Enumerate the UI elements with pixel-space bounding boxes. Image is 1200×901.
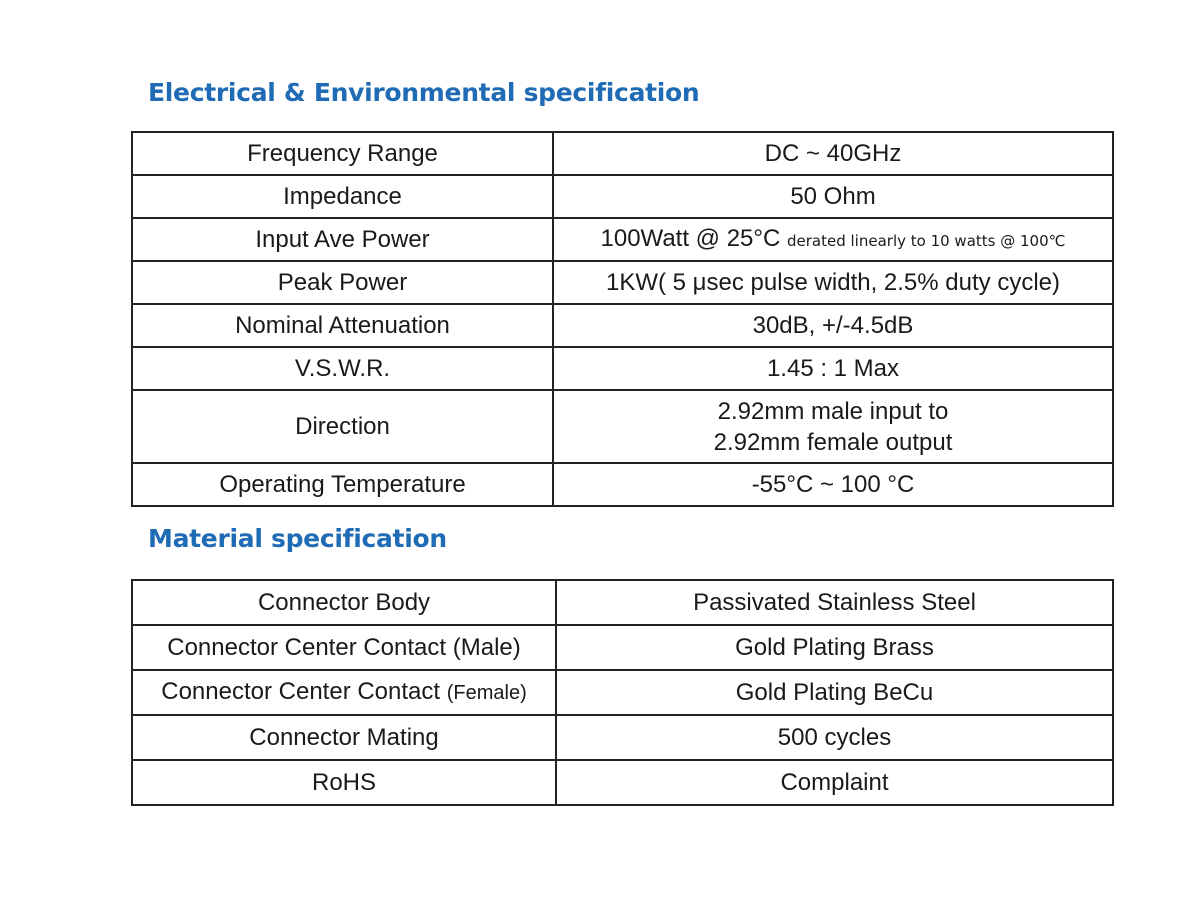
param-cell: Direction [132, 390, 553, 463]
value-cell: Complaint [556, 760, 1113, 805]
value-cell: 1.45 : 1 Max [553, 347, 1113, 390]
table-row [132, 218, 1113, 261]
param-cell [132, 670, 556, 715]
param-cell: Operating Temperature [132, 463, 553, 506]
param-suffix: (Female) [446, 682, 527, 704]
table-row [132, 132, 1113, 175]
value-cell: -55°C ~ 100 °C [553, 463, 1113, 506]
param-text: Connector Center Contact [167, 634, 447, 661]
table-row [132, 390, 1113, 463]
table-row [132, 580, 1113, 625]
value-cell [553, 218, 1113, 261]
table-row [132, 670, 1113, 715]
value-line: 2.92mm female output [713, 428, 953, 456]
material-spec-table [131, 579, 1114, 806]
param-cell: Impedance [132, 175, 553, 218]
param-cell: RoHS [132, 760, 556, 805]
table-row [132, 463, 1113, 506]
param-text: Connector Center Contact [161, 678, 441, 705]
derating-note: derated linearly to 10 watts @ 100℃ [787, 231, 1066, 250]
value-cell: Passivated Stainless Steel [556, 580, 1113, 625]
value-cell: 500 cycles [556, 715, 1113, 760]
value-cell: DC ~ 40GHz [553, 132, 1113, 175]
value-cell: Gold Plating Brass [556, 625, 1113, 670]
param-cell: Connector Body [132, 580, 556, 625]
value-cell: Gold Plating BeCu [556, 670, 1113, 715]
table-row [132, 715, 1113, 760]
param-suffix: (Male) [452, 634, 521, 661]
value-cell [553, 390, 1113, 463]
param-cell: Nominal Attenuation [132, 304, 553, 347]
material-spec-title: Material specification [148, 524, 447, 553]
param-cell: Peak Power [132, 261, 553, 304]
table-row [132, 625, 1113, 670]
value-line: 2.92mm male input to [717, 397, 949, 425]
table-row [132, 760, 1113, 805]
table-row [132, 304, 1113, 347]
param-cell: Input Ave Power [132, 218, 553, 261]
value-cell: 50 Ohm [553, 175, 1113, 218]
param-cell: Frequency Range [132, 132, 553, 175]
value-text: 100Watt @ 25°C [600, 224, 781, 252]
param-cell [132, 625, 556, 670]
param-cell: Connector Mating [132, 715, 556, 760]
param-cell: V.S.W.R. [132, 347, 553, 390]
table-row [132, 347, 1113, 390]
table-row [132, 175, 1113, 218]
table-row [132, 261, 1113, 304]
electrical-spec-title: Electrical & Environmental specification [148, 78, 700, 107]
value-cell: 30dB, +/-4.5dB [553, 304, 1113, 347]
electrical-spec-table [131, 131, 1114, 507]
value-cell: 1KW( 5 μsec pulse width, 2.5% duty cycle) [553, 261, 1113, 304]
